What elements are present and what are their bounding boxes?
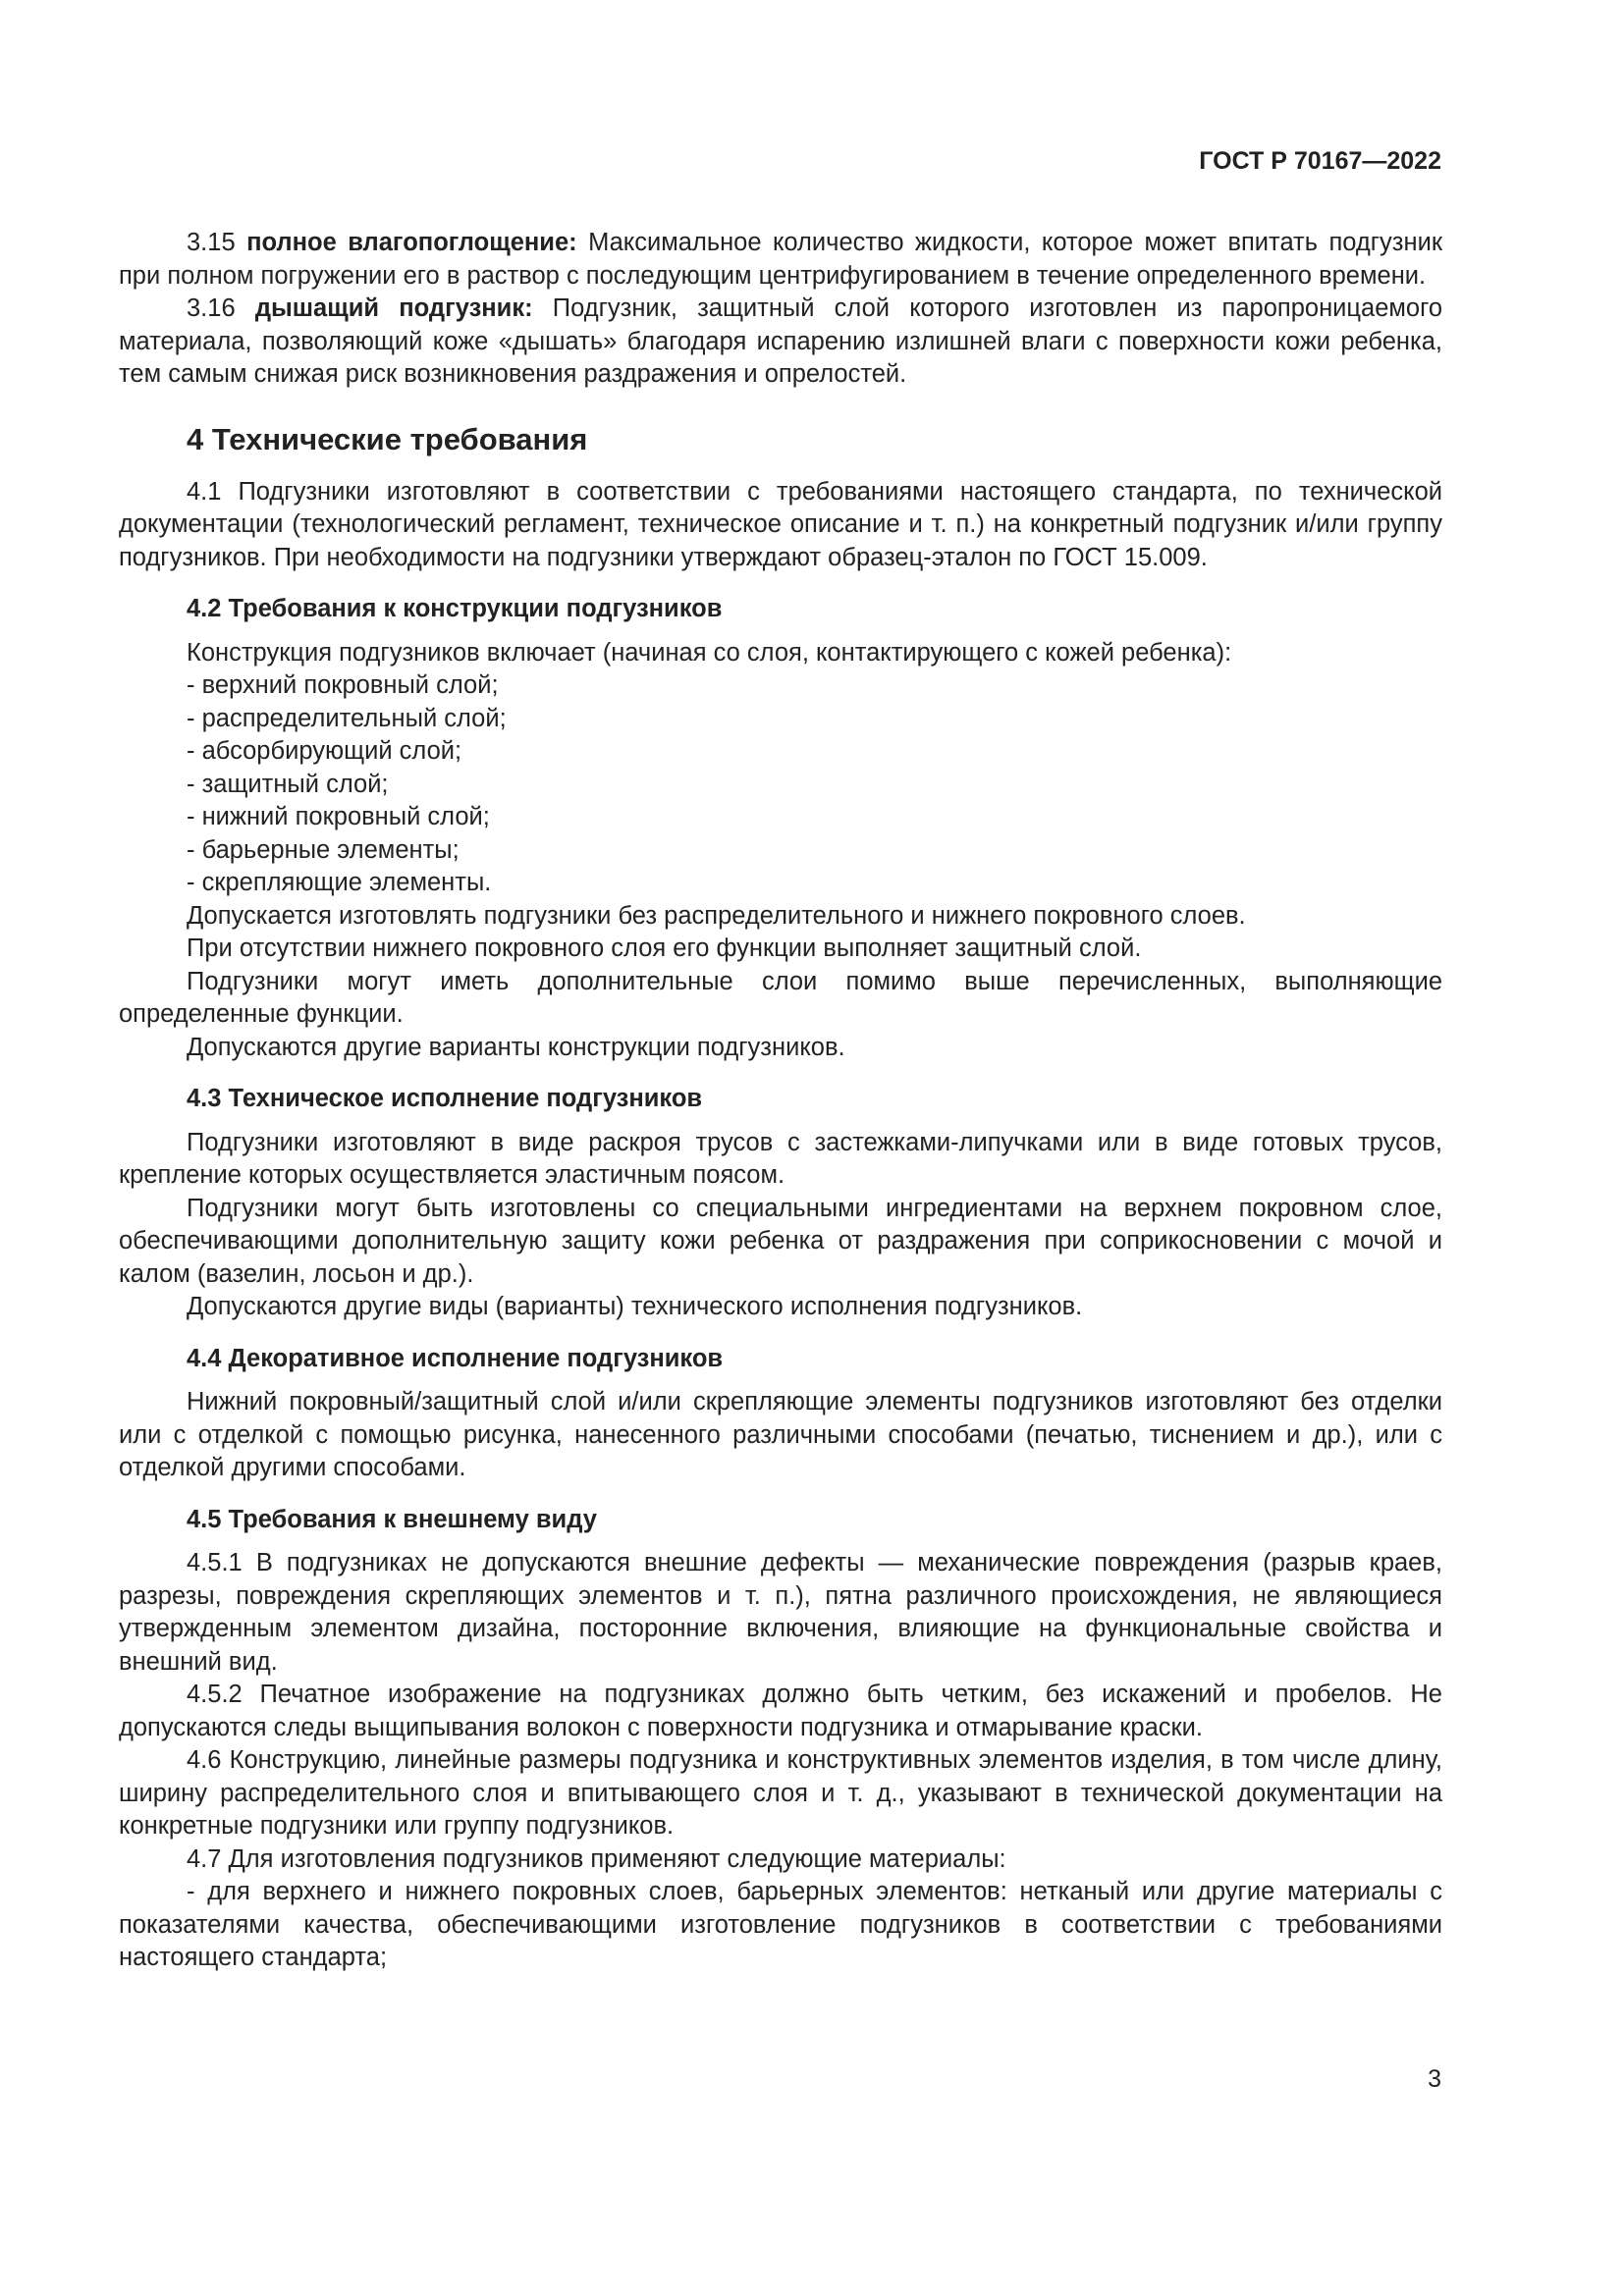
paragraph-4-5-2: 4.5.2 Печатное изображение на подгузниках должно быть четким, без искажений и пробелов. Не допускаются следы выщипывания волокон с поверхности подгузника и отмарывание краски. (119, 1681, 1442, 1741)
paragraph: Нижний покровный/защитный слой и/или скрепляющие элементы подгузников изготовляют без отделки или с отделкой с помощью рисунка, нанесенного различными способами (печатью, тиснением и др.), или с отделкой другими способами. (119, 1388, 1442, 1481)
subsection-4-2-heading: 4.2 Требования к конструкции подгузников (187, 595, 723, 622)
list-item: - нижний покровный слой; (187, 803, 490, 830)
definition-3-16 (119, 293, 1442, 392)
construction-note: Допускается изготовлять подгузники без распределительного и нижнего покровного слоев. (187, 901, 1246, 930)
page-number: 3 (1428, 2065, 1441, 2093)
construction-note: Подгузники могут иметь дополнительные слои помимо выше перечисленных, выполняющие определенные функции. (119, 967, 1442, 1028)
construction-note: При отсутствии нижнего покровного слоя его функции выполняет защитный слой. (187, 934, 1142, 962)
definition-3-15 (119, 227, 1442, 293)
construction-intro: Конструкция подгузников включает (начиная со слоя, контактирующего с кожей ребенка): (187, 638, 1232, 667)
list-item: - верхний покровный слой; (187, 671, 499, 699)
construction-note: Допускаются другие варианты конструкции подгузников. (187, 1033, 845, 1061)
list-item: - защитный слой; (187, 770, 389, 798)
paragraph-4-7: 4.7 Для изготовления подгузников применяют следующие материалы: (187, 1844, 1006, 1873)
subsection-4-5-heading: 4.5 Требования к внешнему виду (187, 1505, 597, 1533)
paragraph-4-5-1: 4.5.1 В подгузниках не допускаются внешние дефекты — механические повреждения (разрыв краев, разрезы, повреждения скрепляющих элементов и т. п.), пятна различного происхождения, не являющиеся утвержденным элементом дизайна, посторонние включения, влияющие на функциональные свойства и внешний вид. (119, 1549, 1442, 1676)
list-item: - абсорбирующий слой; (187, 737, 462, 765)
definition-text: Подгузник, защитный слой которого изготовлен из паропроницаемого материала, позволяющий коже «дышать» благодаря испарению излишней влаги с поверхности кожи ребенка, тем самым снижая риск возникновения раздражения и опрелостей. (119, 294, 1443, 388)
paragraph: Подгузники изготовляют в виде раскроя трусов с застежками-липучками или в виде готовых трусов, крепление которых осуществляется эластичным поясом. (119, 1128, 1442, 1189)
list-item: - скрепляющие элементы. (187, 869, 492, 896)
list-item: - распределительный слой; (187, 704, 507, 732)
definition-number: 3.16 (187, 294, 236, 322)
paragraph-4-1: 4.1 Подгузники изготовляют в соответствии с требованиями настоящего стандарта, по технической документации (технологический регламент, техническое описание и т. п.) на конкретный подгузник и/или группу подгузников. При необходимости на подгузники утверждают образец-эталон по ГОСТ 15.009. (119, 477, 1442, 571)
definition-text: Максимальное количество жидкости, которое может впитать подгузник при полном погружении его в раствор с последующим центрифугированием в течение определенного времени. (119, 229, 1442, 290)
paragraph: Допускаются другие виды (варианты) технического исполнения подгузников. (187, 1293, 1083, 1320)
section-4-title: 4 Технические требования (187, 421, 588, 456)
list-item: - барьерные элементы; (187, 835, 460, 864)
subsection-4-3-heading: 4.3 Техническое исполнение подгузников (187, 1085, 703, 1112)
subsection-4-4-heading: 4.4 Декоративное исполнение подгузников (187, 1344, 724, 1372)
definition-number: 3.15 (187, 229, 236, 256)
definition-term: полное влагопоглощение: (246, 229, 577, 256)
page-content (119, 227, 1442, 1975)
paragraph-4-7-materials: - для верхнего и нижнего покровных слоев, барьерных элементов: нетканый или другие материалы с показателями качества, обеспечивающими изготовление подгузников в соответствии с требованиями настоящего стандарта; (119, 1878, 1442, 1971)
paragraph-4-6: 4.6 Конструкцию, линейные размеры подгузника и конструктивных элементов изделия, в том числе длину, ширину распределительного слоя и впитывающего слоя и т. д., указывают в технической документации на конкретные подгузники или группу подгузников. (119, 1746, 1442, 1840)
paragraph: Подгузники могут быть изготовлены со специальными ингредиентами на верхнем покровном слое, обеспечивающими дополнительную защиту кожи ребенка от раздражения при соприкосновении с мочой и калом (вазелин, лосьон и др.). (119, 1194, 1442, 1288)
definition-term: дышащий подгузник: (254, 294, 533, 322)
document-code-header: ГОСТ Р 70167—2022 (1199, 147, 1441, 175)
